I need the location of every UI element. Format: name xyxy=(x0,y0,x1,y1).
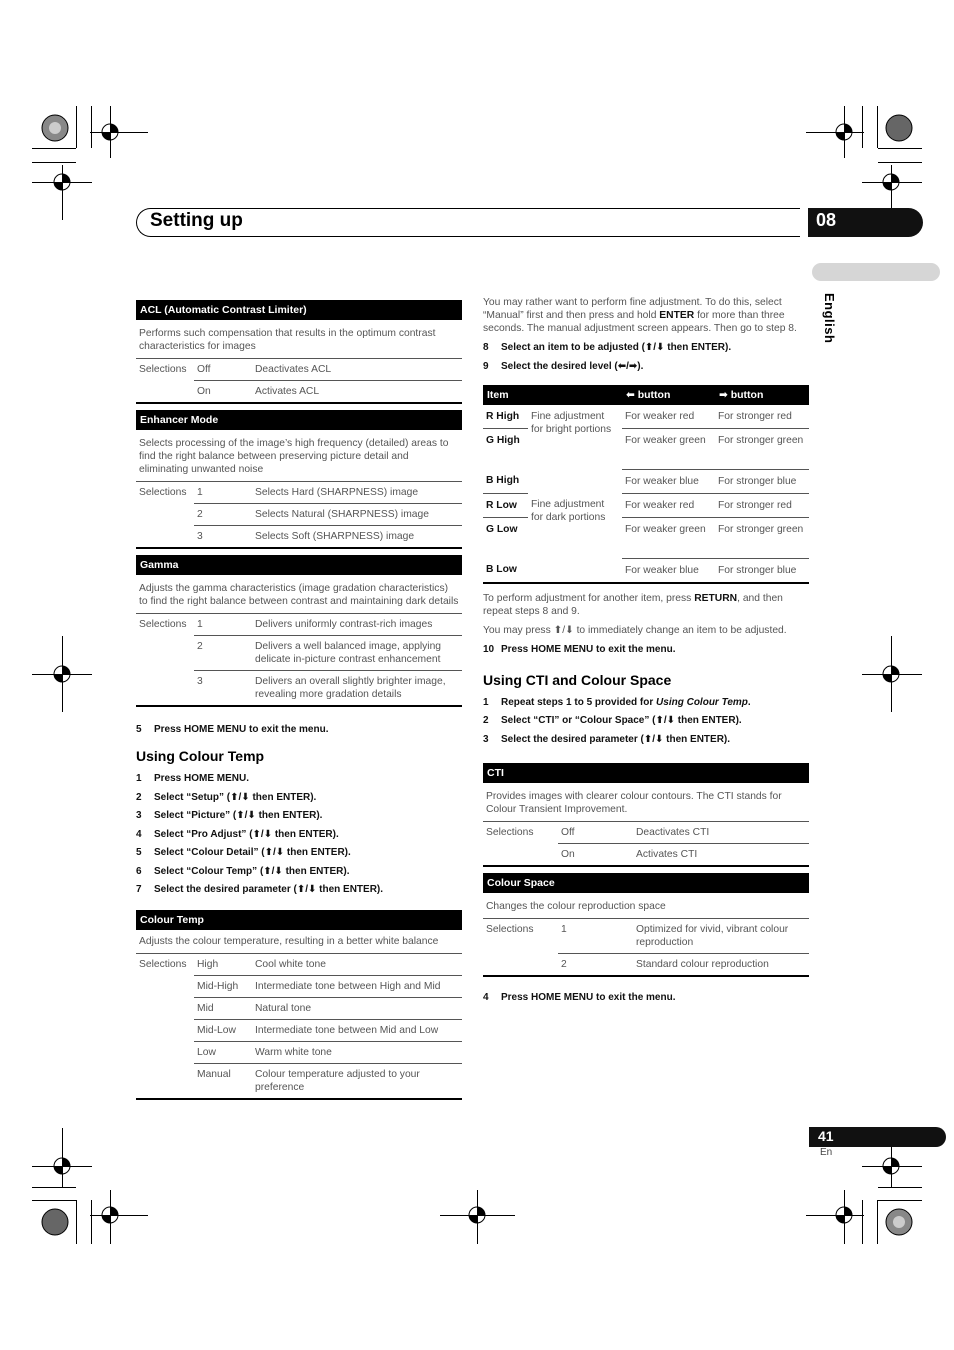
option-value: 1 xyxy=(558,919,633,954)
colour-space-description: Changes the colour reproduction space xyxy=(483,893,809,919)
table-row xyxy=(136,504,462,526)
step-text: Press HOME MENU to exit the menu. xyxy=(501,643,676,655)
language-label: English xyxy=(822,293,837,344)
section-heading-colour-temp: Using Colour Temp xyxy=(136,748,265,764)
acl-table xyxy=(136,300,462,404)
group-description: Fine adjustment for dark portions xyxy=(531,499,606,523)
step-reference: Using Colour Temp xyxy=(656,696,748,708)
selections-label xyxy=(136,976,194,998)
step-text: Repeat steps 1 to 5 provided for xyxy=(501,696,657,708)
step-text: Press HOME MENU. xyxy=(154,773,250,784)
option-value: 1 xyxy=(194,482,252,504)
selections-label xyxy=(483,954,558,975)
selections-label: Selections xyxy=(486,827,534,838)
after-text: , and then repeat steps 8 and 9. xyxy=(483,592,783,617)
right-button-effect: For stronger blue xyxy=(715,469,809,493)
option-value: 1 xyxy=(194,614,252,636)
gamma-description: Adjusts the gamma characteristics (image gradation characteristics) to find the right balance between contrast and maintaining dark details xyxy=(136,575,462,614)
colour-space-table xyxy=(483,873,809,977)
step-item xyxy=(136,828,462,841)
table-row xyxy=(136,614,462,636)
option-value: High xyxy=(194,954,252,976)
item-name: G Low xyxy=(486,523,518,535)
after-text: To perform adjustment for another item, press xyxy=(483,592,695,604)
option-value: Off xyxy=(194,359,252,381)
colour-temp-description: Adjusts the colour temperature, resulting in a better white balance xyxy=(136,930,462,954)
selections-label xyxy=(136,1042,194,1064)
column-header: ➡ button xyxy=(715,385,809,405)
crosshair-icon xyxy=(47,659,77,689)
selections-label: Selections xyxy=(486,924,534,935)
option-description: Selects Soft (SHARPNESS) image xyxy=(255,531,415,542)
option-value: Mid-High xyxy=(194,976,252,998)
right-button-effect: For stronger red xyxy=(715,493,809,517)
step-item xyxy=(136,791,462,804)
selections-label xyxy=(136,998,194,1020)
option-description: Activates CTI xyxy=(636,849,698,860)
selections-label: Selections xyxy=(139,619,187,630)
step-item xyxy=(136,883,462,896)
option-description: Delivers uniformly contrast-rich images xyxy=(252,614,462,636)
option-value: 2 xyxy=(194,504,252,526)
selections-label xyxy=(136,504,194,526)
step-number: 8 xyxy=(483,342,489,353)
step-item xyxy=(483,714,809,727)
table-row xyxy=(136,976,462,998)
option-description: Delivers an overall slightly brighter image, revealing more gradation details xyxy=(255,676,446,700)
crosshair-icon xyxy=(95,117,125,147)
selections-label xyxy=(136,671,194,705)
crosshair-icon xyxy=(876,1151,906,1181)
left-column xyxy=(136,300,462,1106)
table-row xyxy=(483,822,809,844)
table-row xyxy=(136,482,462,504)
crosshair-icon xyxy=(47,167,77,197)
option-description: Intermediate tone between High and Mid xyxy=(252,976,462,998)
selections-label xyxy=(136,1064,194,1098)
step-item xyxy=(483,696,809,709)
item-name: R Low xyxy=(483,493,528,517)
step-item xyxy=(483,643,809,656)
intro-text: for more than three seconds. The manual adjustment screen appears. Then go to step 8. xyxy=(483,310,797,334)
page-number: 41 xyxy=(809,1127,946,1147)
step-number: 5 xyxy=(136,847,142,858)
option-value: On xyxy=(197,386,211,397)
cti-title: CTI xyxy=(483,763,809,783)
step-text: Select the desired level (⬅/➡). xyxy=(501,360,644,372)
option-value: 3 xyxy=(197,676,203,687)
intro-paragraph xyxy=(483,296,809,335)
right-column xyxy=(483,296,809,1010)
option-value: Off xyxy=(558,822,633,844)
step-item xyxy=(483,360,809,373)
enhancer-mode-description: Selects processing of the image’s high frequency (detailed) areas to find the right balance between preserving picture detail and eliminating unwanted noise xyxy=(136,430,462,482)
option-description: Activates ACL xyxy=(255,386,320,397)
step-item xyxy=(483,733,809,746)
step-text: Select the desired parameter (⬆/⬇ then ENTER). xyxy=(154,884,384,895)
option-value: 2 xyxy=(194,636,252,671)
colour-temp-table xyxy=(136,910,462,1100)
step-number: 1 xyxy=(483,696,489,708)
step-item xyxy=(483,991,809,1004)
cti-table xyxy=(483,763,809,867)
table-row xyxy=(136,1042,462,1064)
option-value: Low xyxy=(194,1042,252,1064)
step-item xyxy=(136,723,462,736)
gamma-title: Gamma xyxy=(136,555,462,575)
step-number: 5 xyxy=(136,724,142,735)
acl-description: Performs such compensation that results in the optimum contrast characteristics for images xyxy=(136,320,462,359)
fine-adjustment-table xyxy=(483,385,809,584)
item-name: R High xyxy=(483,405,528,429)
option-description: Selects Natural (SHARPNESS) image xyxy=(252,504,462,526)
selections-label xyxy=(136,381,194,402)
crosshair-icon xyxy=(47,1151,77,1181)
crosshair-icon xyxy=(829,1200,859,1230)
step-text: Select an item to be adjusted (⬆/⬇ then ENTER). xyxy=(501,342,732,353)
table-row xyxy=(483,405,809,429)
chapter-badge: 08 xyxy=(808,208,923,237)
table-row xyxy=(483,844,809,865)
colour-temp-title: Colour Temp xyxy=(136,910,462,930)
selections-label xyxy=(136,1020,194,1042)
return-key-label: RETURN xyxy=(694,592,738,604)
right-button-effect: For stronger green xyxy=(715,428,809,469)
crosshair-icon xyxy=(462,1200,492,1230)
option-value: On xyxy=(561,849,575,860)
crosshair-icon xyxy=(829,117,859,147)
step-item xyxy=(136,809,462,822)
option-description: Warm white tone xyxy=(252,1042,462,1064)
step-number: 3 xyxy=(136,810,142,821)
option-description: Selects Hard (SHARPNESS) image xyxy=(252,482,462,504)
option-description: Intermediate tone between Mid and Low xyxy=(252,1020,462,1042)
option-value: Mid-Low xyxy=(194,1020,252,1042)
option-value: Manual xyxy=(197,1068,231,1080)
table-row xyxy=(136,998,462,1020)
crosshair-icon xyxy=(876,167,906,197)
column-header: Item xyxy=(483,385,528,405)
option-description: Delivers a well balanced image, applying delicate in-picture contrast enhancement xyxy=(252,636,462,671)
step-text: Select “Colour Detail” (⬆/⬇ then ENTER). xyxy=(154,847,351,858)
option-description: Colour temperature adjusted to your preference xyxy=(255,1068,420,1093)
step-number: 4 xyxy=(483,992,489,1003)
step-item xyxy=(136,865,462,878)
option-description: Deactivates CTI xyxy=(633,822,809,844)
step-text: Select “Colour Temp” (⬆/⬇ then ENTER). xyxy=(154,865,350,877)
column-header xyxy=(528,385,622,405)
after-table-paragraph xyxy=(483,592,809,618)
table-row xyxy=(136,359,462,381)
step-text: Select “Pro Adjust” (⬆/⬇ then ENTER). xyxy=(154,828,339,840)
page-title: Setting up xyxy=(150,210,243,231)
selections-label: Selections xyxy=(139,364,187,375)
option-description: Cool white tone xyxy=(252,954,462,976)
table-row xyxy=(483,493,809,517)
item-name: B Low xyxy=(486,564,517,575)
left-button-effect: For weaker green xyxy=(622,517,715,558)
table-row xyxy=(483,954,809,975)
page-language-code: En xyxy=(820,1147,833,1158)
option-description: Optimized for vivid, vibrant colour reproduction xyxy=(633,919,809,954)
section-heading-cti: Using CTI and Colour Space xyxy=(483,671,672,688)
table-row xyxy=(136,954,462,976)
table-row xyxy=(136,1064,462,1098)
table-row xyxy=(483,919,809,954)
left-button-effect: For weaker blue xyxy=(625,564,699,576)
table-header-row xyxy=(483,385,809,405)
colour-space-title: Colour Space xyxy=(483,873,809,893)
option-description: Natural tone xyxy=(252,998,462,1020)
step-number: 7 xyxy=(136,884,142,895)
step-item xyxy=(483,341,809,354)
left-button-effect: For weaker red xyxy=(622,405,715,429)
group-description: Fine adjustment for bright portions xyxy=(531,410,612,435)
left-button-effect: For weaker blue xyxy=(622,469,715,493)
table-row xyxy=(136,671,462,705)
item-name: G High xyxy=(486,434,520,446)
crosshair-icon xyxy=(95,1200,125,1230)
enter-key-label: ENTER xyxy=(659,310,695,321)
language-tab xyxy=(812,263,940,281)
step-number: 2 xyxy=(136,791,142,803)
left-button-effect: For weaker red xyxy=(622,493,715,517)
registration-mark-icon xyxy=(884,1207,914,1237)
step-number: 2 xyxy=(483,715,489,726)
step-number: 4 xyxy=(136,828,142,840)
step-item xyxy=(136,772,462,785)
item-name: B High xyxy=(483,469,528,493)
selections-label xyxy=(136,526,194,547)
right-button-effect: For stronger green xyxy=(715,517,809,558)
after-table-note: You may press ⬆/⬇ to immediately change an item to be adjusted. xyxy=(483,624,787,636)
step-number: 10 xyxy=(483,643,495,655)
registration-mark-icon xyxy=(884,113,914,143)
enhancer-mode-title: Enhancer Mode xyxy=(136,410,462,430)
registration-mark-icon xyxy=(40,113,70,143)
step-number: 3 xyxy=(483,733,489,745)
left-button-effect: For weaker green xyxy=(622,428,715,469)
option-description: Standard colour reproduction xyxy=(636,959,769,970)
step-text: Select “Setup” (⬆/⬇ then ENTER). xyxy=(154,791,317,803)
step-text: . xyxy=(747,696,751,708)
step-item xyxy=(136,846,462,859)
option-value: 3 xyxy=(197,531,203,542)
step-number: 6 xyxy=(136,865,142,877)
option-value: 2 xyxy=(561,959,567,970)
crosshair-icon xyxy=(876,659,906,689)
selections-label: Selections xyxy=(139,958,187,970)
option-value: Mid xyxy=(194,998,252,1020)
step-text: Press HOME MENU to exit the menu. xyxy=(154,724,329,735)
step-text: Press HOME MENU to exit the menu. xyxy=(501,992,676,1003)
right-button-effect: For stronger red xyxy=(715,405,809,429)
acl-title: ACL (Automatic Contrast Limiter) xyxy=(136,300,462,320)
selections-label: Selections xyxy=(139,487,187,498)
cti-description: Provides images with clearer colour contours. The CTI stands for Colour Transient Improvement. xyxy=(483,783,809,822)
step-number: 9 xyxy=(483,360,489,372)
gamma-table xyxy=(136,555,462,707)
selections-label xyxy=(136,636,194,671)
step-text: Select “Picture” (⬆/⬇ then ENTER). xyxy=(154,810,323,821)
right-button-effect: For stronger blue xyxy=(718,564,797,576)
intro-text: You may rather want to perform fine adjustment. To do this, select “Manual” first and then press and hold xyxy=(483,297,782,321)
enhancer-mode-table xyxy=(136,410,462,549)
step-text: Select the desired parameter (⬆/⬇ then ENTER). xyxy=(501,733,731,745)
table-row xyxy=(136,526,462,547)
option-description: Deactivates ACL xyxy=(252,359,462,381)
registration-mark-icon xyxy=(40,1207,70,1237)
step-number: 1 xyxy=(136,773,142,784)
table-row xyxy=(136,1020,462,1042)
column-header: ⬅ button xyxy=(622,385,715,405)
table-row xyxy=(136,636,462,671)
table-row xyxy=(136,381,462,402)
step-text: Select “CTI” or “Colour Space” (⬆/⬇ then ENTER). xyxy=(501,715,742,726)
selections-label xyxy=(483,844,558,865)
